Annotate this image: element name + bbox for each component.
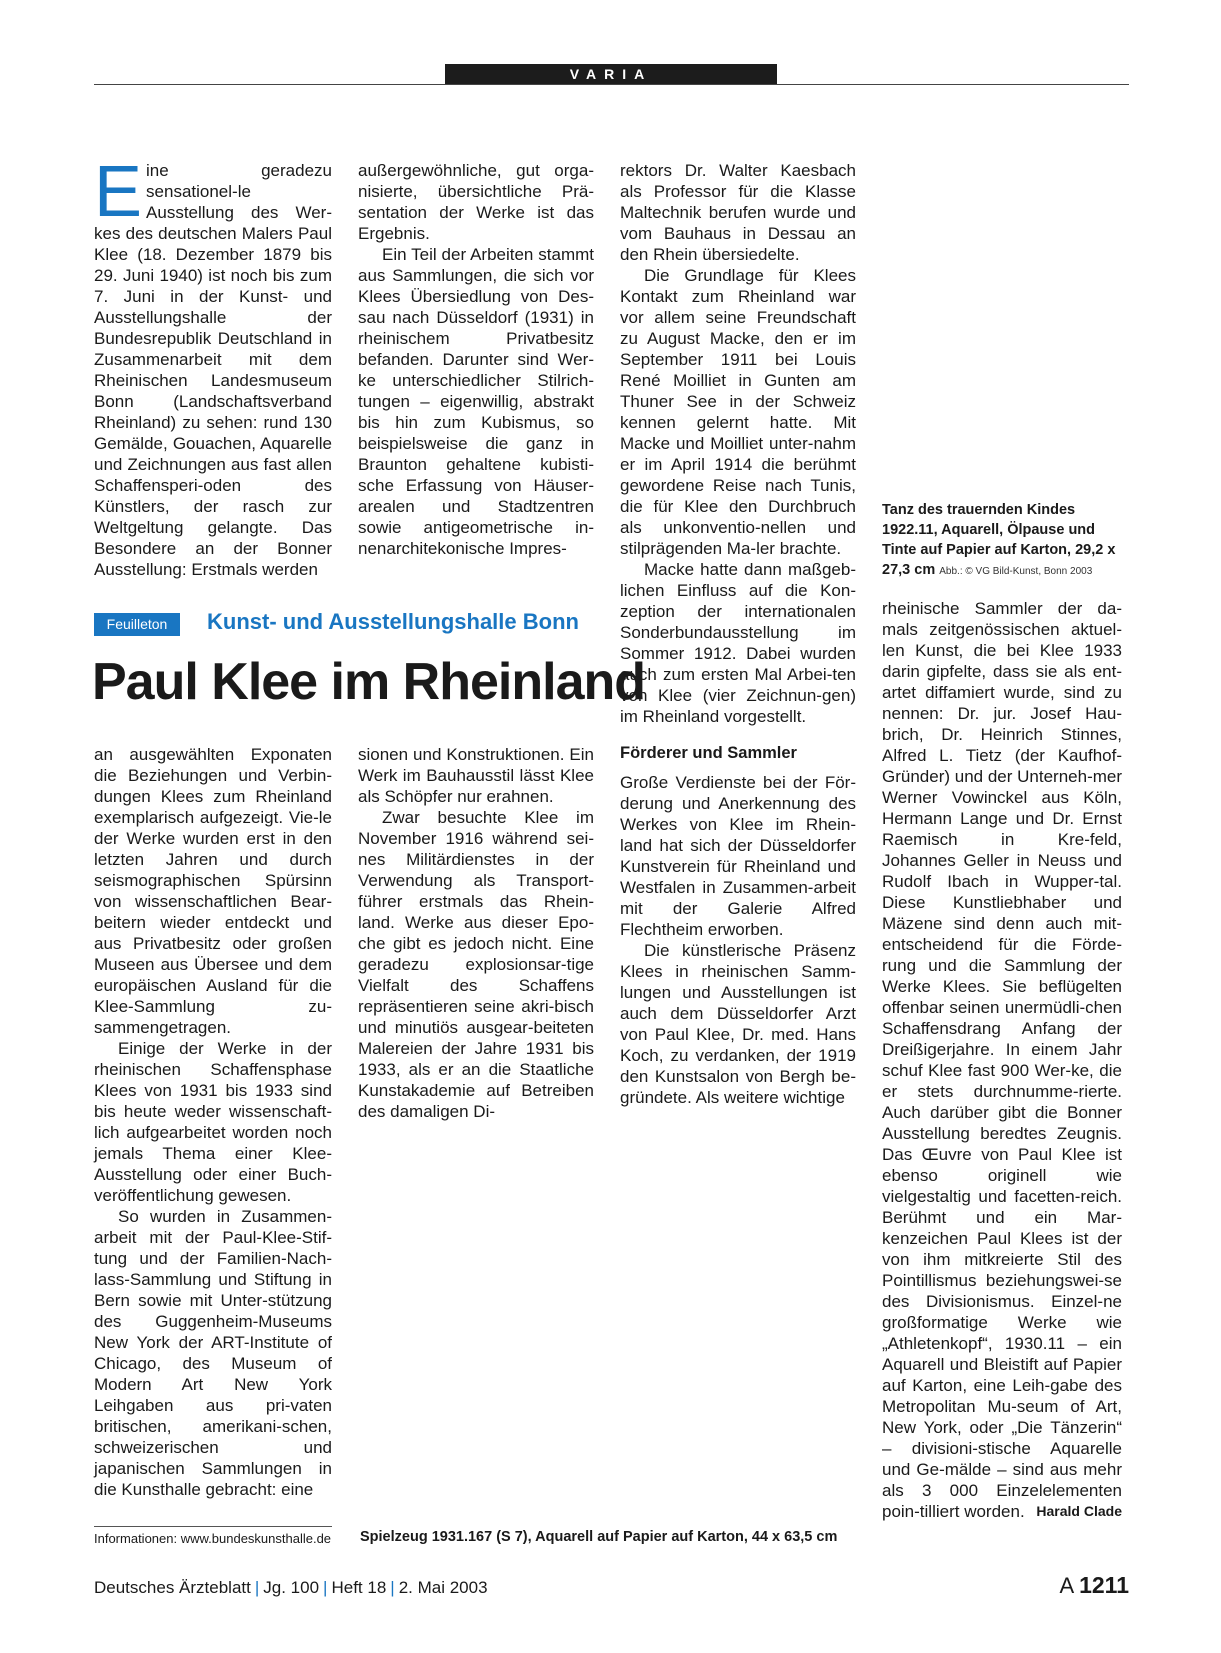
footer: Deutsches Ärzteblatt | Jg. 100 | Heft 18 | 2. Mai 2003 xyxy=(94,1578,488,1597)
subheading: Förderer und Sammler xyxy=(620,744,797,762)
page-prefix: A xyxy=(1059,1573,1073,1598)
page-number xyxy=(1060,1572,1130,1599)
paragraph: rheinische Sammler der da-mals zeitgenössischen aktuel-len Kunst, die bei Klee 1933 darin gipfelte, dass sie als ent-artet diffamiert wurde, sind zu nennen: Dr. jur. Josef Hau-brich, Dr. Heinrich Stinnes, Alfred L. Tietz (der Kaufhof-Gründer) und der Unterneh-mer Werner Vowinckel aus Köln, Hermann Lange und Dr. Ernst Raemisch in Kre-feld, Johannes Geller in Neuss und Rudolf Ibach in Wupper-tal. Diese Kunstliebhaber und Mäzene sind denn auch mit-entscheidend für die Förde-rung und die Sammlung der Werke Klees. Sie beflügelten offenbar seinen unermüdli-chen Schaffensdrang Anfang der Dreißigerjahre. In einem Jahr schuf Klee fast 900 Wer-ke, die er stets durchnumme-rierte. Auch darüber gibt die Bonner Ausstellung beredtes Zeugnis. Das Œuvre von Paul Klee ist ebenso originell wie vielgestaltig und facetten-reich. Berühmt und ein Mar-kenzeichen Paul Klees ist der von ihm mitkreierte Stil des Pointillismus beziehungswei-se des Divisionismus. Einzel-ne großformatige Werke wie „Athletenkopf“, 1930.11 – ein Aquarell und Bleistift auf Papier auf Karton, eine Leih-gabe des Metropolitan Mu-seum of Art, New York, oder „Die Tänzerin“ – divisioni-stische Aquarelle und Ge-mälde – sind aus mehr als 3 000 Einzelelementen poin-tilliert worden. xyxy=(882,599,1123,1521)
paragraph: an ausgewählten Exponaten die Beziehungen und Verbin-dungen Klees zum Rheinland exemplarisch aufgezeigt. Vie-le der Werke wurden erst in den letzten Jahren und durch seismographischen Spürsinn von wissenschaftlichen Bear-beitern wieder entdeckt und aus Privatbesitz oder großen Museen aus Übersee und dem europäischen Ausland für die Klee-Sammlung zu-sammengetragen. xyxy=(94,745,332,1037)
header-rule xyxy=(94,84,1129,85)
paragraph: außergewöhnliche, gut orga-nisierte, übersichtliche Prä-sentation der Werke ist das Ergebnis. xyxy=(358,161,594,243)
drop-cap: E xyxy=(94,152,143,232)
paragraph: Die künstlerische Präsenz Klees in rheinischen Samm-lungen und Ausstellungen ist auch dem Düsseldorfer Arzt von Paul Klee, Dr. med. Hans Koch, zu verdanken, der 1919 den Kunstsalon von Bergh be-gründete. Als weitere wichtige xyxy=(620,941,856,1107)
column-2-bottom xyxy=(358,744,594,1122)
paragraph: sionen und Konstruktionen. Ein Werk im Bauhausstil lässt Klee als Schöpfer nur erahnen. xyxy=(358,745,594,806)
column-1-bottom xyxy=(94,744,332,1500)
column-1-top xyxy=(94,152,332,580)
paragraph: rektors Dr. Walter Kaesbach als Professor für die Klasse Maltechnik berufen wurde und vom Bauhaus in Dessau an den Rhein übersiedelte. xyxy=(620,161,856,264)
section-header: VARIA xyxy=(445,64,777,85)
intro-text: ine geradezu sensationel-le Ausstellung des Wer-kes des deutschen Malers Paul Klee (18. Dezember 1879 bis 29. Juni 1940) ist noch bis zum 7. Juni in der Kunst- und Ausstellungshalle der Bundesrepublik Deutschland in Zusammenarbeit mit dem Rheinischen Landesmuseum Bonn (Landschaftsverband Rheinland) zu sehen: rund 130 Gemälde, Gouachen, Aquarelle und Zeichnungen aus fast allen Schaffensperi-oden des Künstlers, der rasch zur Weltgeltung gelangte. Das Besondere an der Bonner Ausstellung: Erstmals werden xyxy=(94,161,332,579)
headline: Paul Klee im Rheinland xyxy=(92,653,646,711)
feuilleton-tag: Feuilleton xyxy=(94,613,180,636)
volume: Jg. 100 xyxy=(263,1578,320,1597)
paragraph: Ein Teil der Arbeiten stammt aus Sammlungen, die sich vor Klees Übersiedlung von Des-sau nach Düsseldorf (1931) in rheinischem Privatbesitz befanden. Darunter sind Wer-ke unterschiedlicher Stilrich-tungen – eigenwillig, abstrakt bis hin zum Kubismus, so beispielsweise die ganz in Braunton gehaltene kubisti-sche Erfassung von Häuser-arealen und Stadtzentren sowie antigeometrische in-nenarchitekonische Impres- xyxy=(358,245,594,558)
info-link[interactable]: Informationen: www.bundeskunsthalle.de xyxy=(94,1531,332,1546)
column-2-top xyxy=(358,160,594,559)
caption-text: Tanz des trauernden Kindes 1922.11, Aquarell, Ölpause und Tinte auf Papier auf Karton, 29,2 x 27,3 cm xyxy=(882,502,1116,578)
info-rule xyxy=(94,1526,332,1527)
column-3 xyxy=(620,160,856,1108)
journal-name: Deutsches Ärzteblatt xyxy=(94,1578,251,1597)
date: 2. Mai 2003 xyxy=(398,1578,488,1597)
bottom-caption: Spielzeug 1931.167 (S 7), Aquarell auf Papier auf Karton, 44 x 63,5 cm xyxy=(360,1529,838,1545)
image-credit: Abb.: © VG Bild-Kunst, Bonn 2003 xyxy=(939,566,1093,577)
paragraph: Die Grundlage für Klees Kontakt zum Rheinland war vor allem seine Freundschaft zu August Macke, den er im September 1911 bei Louis René Moilliet in Gunten am Thuner See in der Schweiz kennen gelernt hatte. Mit Macke und Moilliet unter-nahm er im April 1914 die berühmt gewordene Reise nach Tunis, die für Klee den Durchbruch als unkonventio-nellen und stilprägenden Ma-ler brachte. xyxy=(620,266,856,558)
paragraph: Macke hatte dann maßgeb-lichen Einfluss auf die Kon-zeption der internationalen Sonderbundausstellung im Sommer 1912. Dabei wurden auch zum ersten Mal Arbei-ten von Klee (vier Zeichnun-gen) im Rheinland vorgestellt. xyxy=(620,560,856,726)
image-caption xyxy=(882,500,1122,582)
kicker: Kunst- und Ausstellungshalle Bonn xyxy=(207,609,579,634)
column-4 xyxy=(882,598,1122,1522)
issue: Heft 18 xyxy=(331,1578,387,1597)
paragraph: Einige der Werke in der rheinischen Schaffensphase Klees von 1931 bis 1933 sind bis heute weder wissenschaft-lich aufgearbeitet worden noch jemals Thema einer Klee-Ausstellung oder einer Buch-veröffentlichung gewesen. xyxy=(94,1039,332,1205)
paragraph: Große Verdienste bei der För-derung und Anerkennung des Werkes von Klee im Rhein-land hat sich der Düsseldorfer Kunstverein für Rheinland und Westfalen in Zusammen-arbeit mit der Galerie Alfred Flechtheim erworben. xyxy=(620,773,856,939)
paragraph: So wurden in Zusammen-arbeit mit der Paul-Klee-Stif-tung und der Familien-Nach-lass-Sammlung und Stiftung in Bern sowie mit Unter-stützung des Guggenheim-Museums New York der ART-Institute of Chicago, des Museum of Modern Art New York Leihgaben aus pri-vaten britischen, amerikani-schen, schweizerischen und japanischen Sammlungen in die Kunsthalle gebracht: eine xyxy=(94,1207,332,1499)
paragraph: Zwar besuchte Klee im November 1916 während sei-nes Militärdienstes in der Verwendung als Transport-führer erstmals das Rhein-land. Werke aus dieser Epo-che gibt es jedoch nicht. Eine geradezu explosionsar-tige Vielfalt des Schaffens repräsentieren seine akri-bisch und minutiös ausgear-beiteten Malereien der Jahre 1931 bis 1933, als er an die Staatliche Kunstakademie auf Betreiben des damaligen Di- xyxy=(358,808,594,1121)
author: Harald Clade xyxy=(1036,1503,1122,1519)
page-value: 1211 xyxy=(1079,1572,1129,1598)
